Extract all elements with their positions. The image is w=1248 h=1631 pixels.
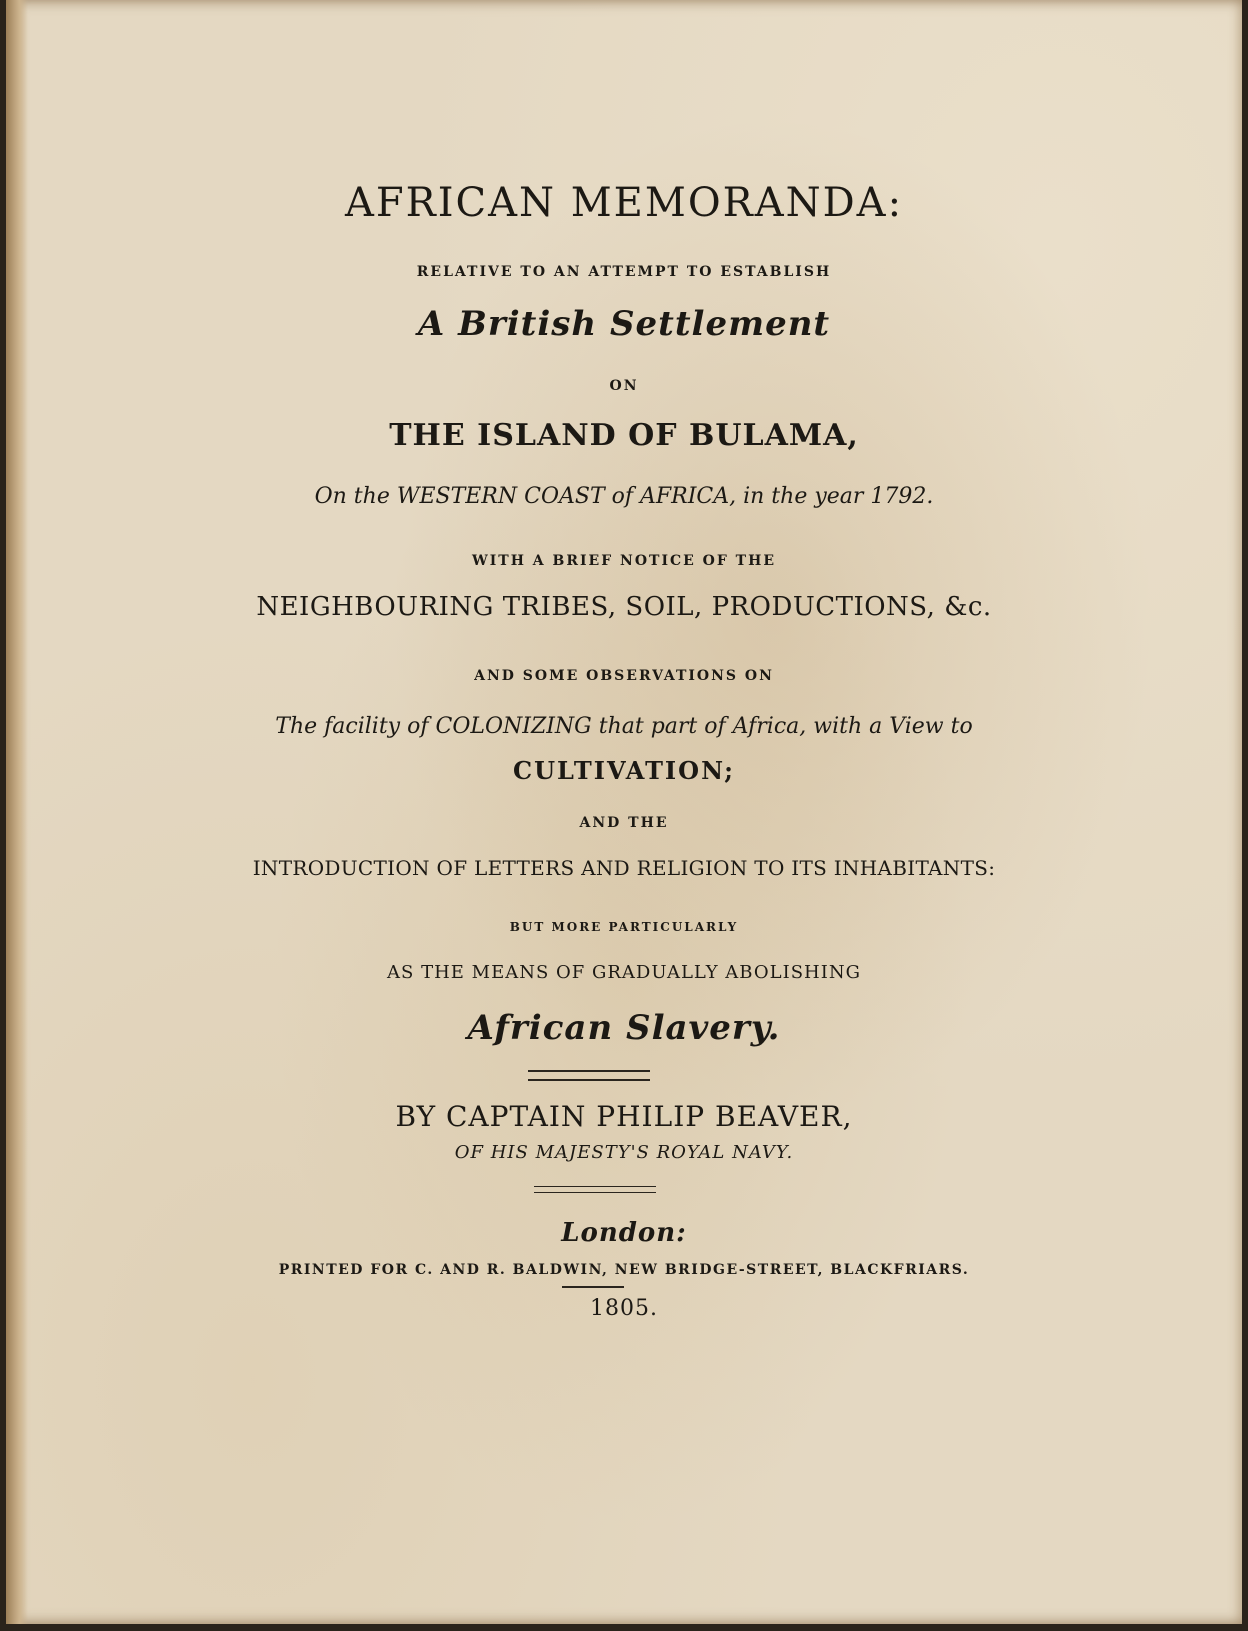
subtitle-means: AS THE MEANS OF GRADUALLY ABOLISHING — [387, 962, 861, 983]
subtitle-tribes: NEIGHBOURING TRIBES, SOIL, PRODUCTIONS, &c. — [256, 592, 992, 622]
subtitle-relative: RELATIVE TO AN ATTEMPT TO ESTABLISH — [416, 264, 832, 280]
author-rank: OF HIS MAJESTY'S ROYAL NAVY. — [454, 1142, 794, 1163]
double-rule-bottom — [534, 1186, 656, 1193]
subtitle-island: THE ISLAND OF BULAMA, — [389, 418, 859, 453]
subtitle-on: ON — [609, 378, 639, 394]
binding-edge — [6, 0, 28, 1624]
title-page — [6, 0, 1242, 1624]
subtitle-cultivation: CULTIVATION; — [512, 756, 736, 785]
subtitle-particularly: BUT MORE PARTICULARLY — [509, 920, 739, 934]
subtitle-introduction: INTRODUCTION OF LETTERS AND RELIGION TO ITS INHABITANTS: — [252, 856, 996, 880]
subtitle-and-the: AND THE — [579, 815, 669, 831]
double-rule-top — [528, 1070, 650, 1081]
subtitle-slavery: African Slavery. — [467, 1008, 781, 1048]
book-title: AFRICAN MEMORANDA: — [344, 180, 904, 226]
subtitle-observations: AND SOME OBSERVATIONS ON — [474, 668, 774, 684]
imprint-year: 1805. — [590, 1296, 658, 1321]
imprint-city: London: — [561, 1218, 687, 1248]
subtitle-settlement: A British Settlement — [417, 304, 831, 344]
subtitle-coast: On the WESTERN COAST of AFRICA, in the year 1792. — [314, 484, 934, 509]
short-rule — [562, 1286, 624, 1288]
subtitle-brief: WITH A BRIEF NOTICE OF THE — [472, 553, 776, 569]
imprint-printer: PRINTED FOR C. AND R. BALDWIN, NEW BRIDGE-STREET, BLACKFRIARS. — [278, 1262, 970, 1278]
author-line: BY CAPTAIN PHILIP BEAVER, — [395, 1100, 853, 1133]
subtitle-facility: The facility of COLONIZING that part of Africa, with a View to — [275, 714, 973, 739]
